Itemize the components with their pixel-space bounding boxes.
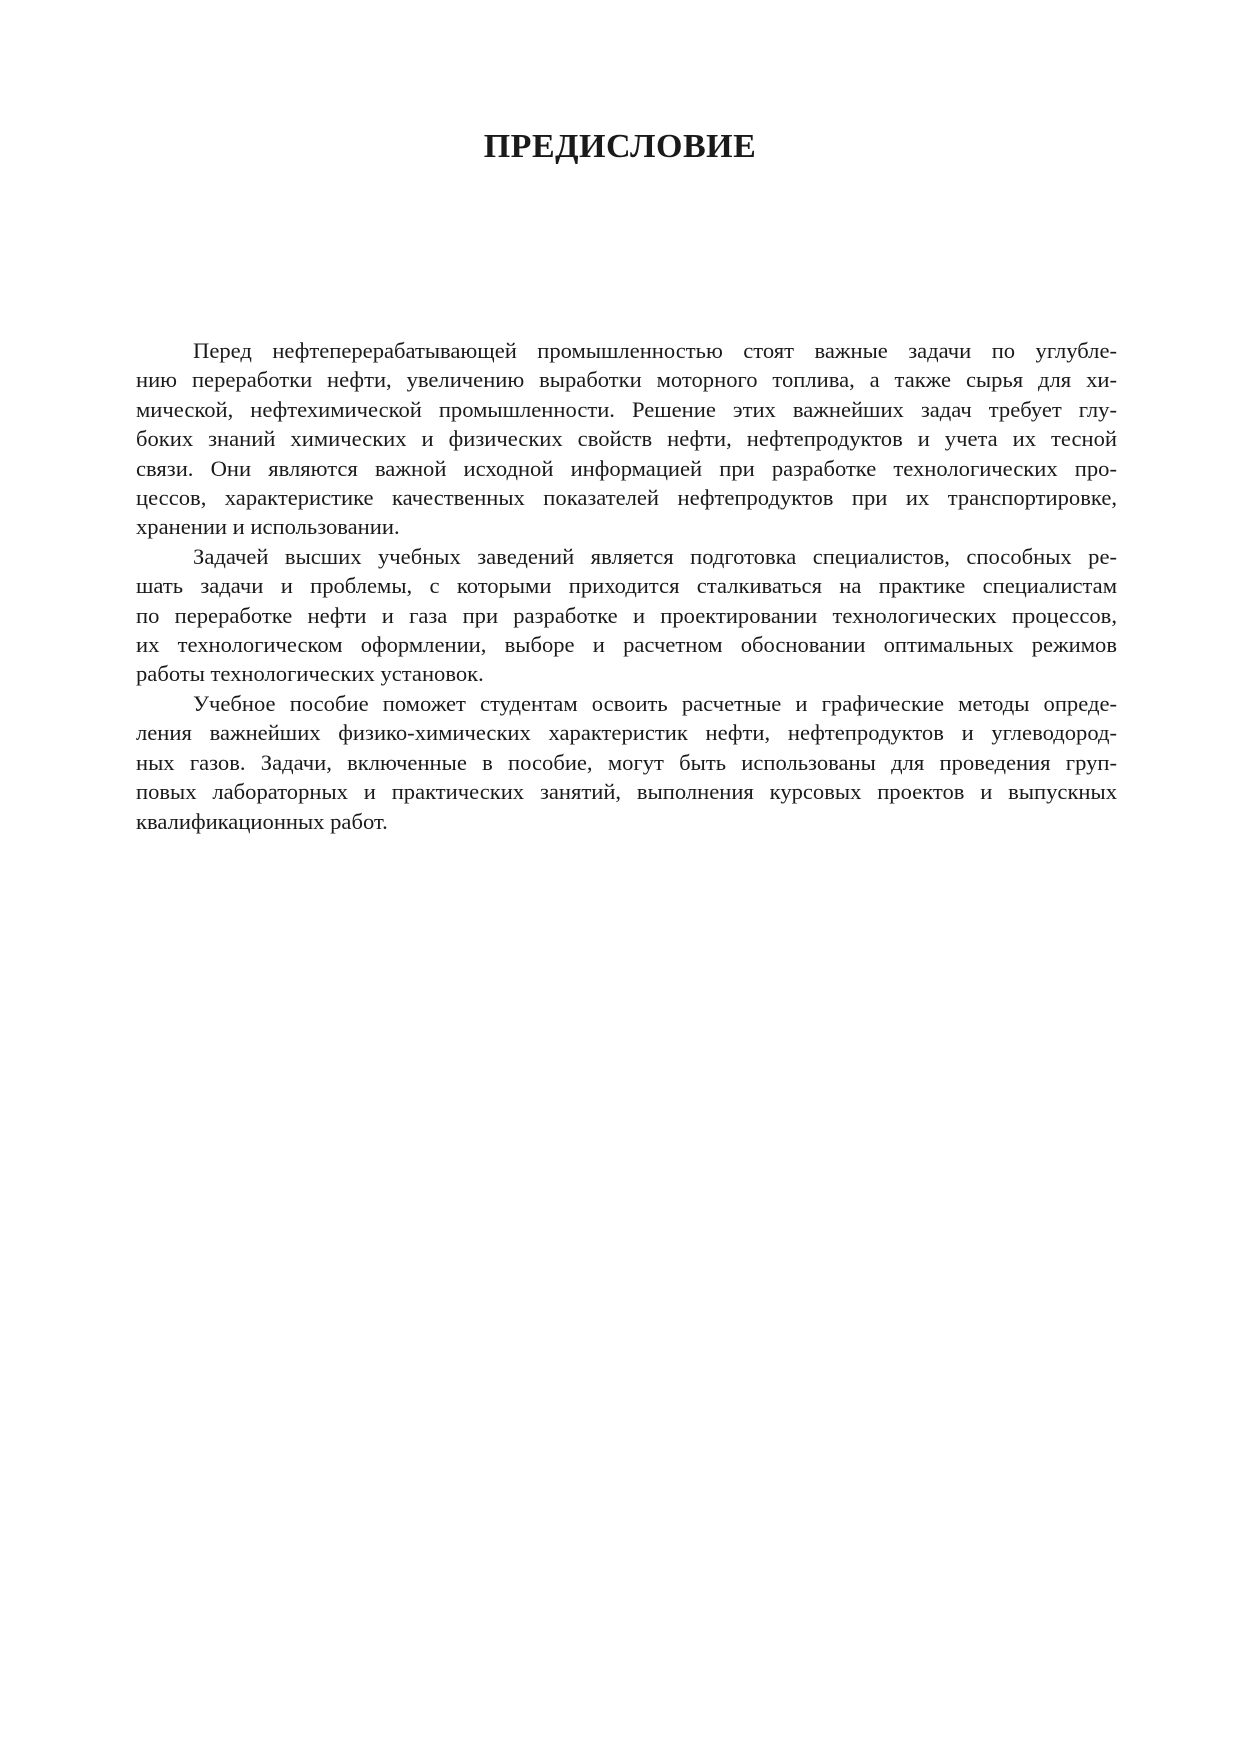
text-line: Перед нефтеперерабатывающей промышленностью стоят важные задачи по углубле- — [193, 338, 1117, 363]
text-line: нию переработки нефти, увеличению выработки моторного топлива, а также сырья для хи- — [136, 367, 1117, 393]
text-line: Учебное пособие поможет студентам освоить расчетные и графические методы опреде- — [193, 690, 1117, 716]
preface-body — [136, 336, 1117, 836]
text-line: ления важнейших физико-химических характеристик нефти, нефтепродуктов и углеводород- — [136, 720, 1117, 746]
text-line: Задачей высших учебных заведений является подготовка специалистов, способных ре- — [193, 543, 1117, 569]
paragraph-3 — [136, 689, 1117, 836]
text-line: цессов, характеристике качественных показателей нефтепродуктов при их транспортировке, — [136, 485, 1117, 511]
text-line: ных газов. Задачи, включенные в пособие, могут быть использованы для проведения груп- — [136, 749, 1117, 775]
text-line: мической, нефтехимической промышленности. Решение этих важнейших задач требует глу- — [136, 396, 1117, 422]
text-line: квалификационных работ. — [136, 808, 388, 834]
text-line: по переработке нефти и газа при разработке и проектировании технологических процессов, — [136, 602, 1117, 628]
text-line: хранении и использовании. — [136, 514, 400, 540]
page-title: ПРЕДИСЛОВИЕ — [483, 128, 757, 165]
text-line: их технологическом оформлении, выборе и расчетном обосновании оптимальных режимов — [136, 632, 1117, 658]
text-line: боких знаний химических и физических свойств нефти, нефтепродуктов и учета их тесной — [136, 426, 1117, 452]
text-line: работы технологических установок. — [136, 661, 484, 687]
paragraph-2 — [136, 542, 1117, 689]
text-line: шать задачи и проблемы, с которыми приходится сталкиваться на практике специалистам — [136, 573, 1117, 599]
text-line: связи. Они являются важной исходной информацией при разработке технологических про- — [136, 455, 1117, 481]
text-line: повых лабораторных и практических занятий, выполнения курсовых проектов и выпускных — [136, 779, 1117, 805]
paragraph-1 — [136, 336, 1117, 542]
